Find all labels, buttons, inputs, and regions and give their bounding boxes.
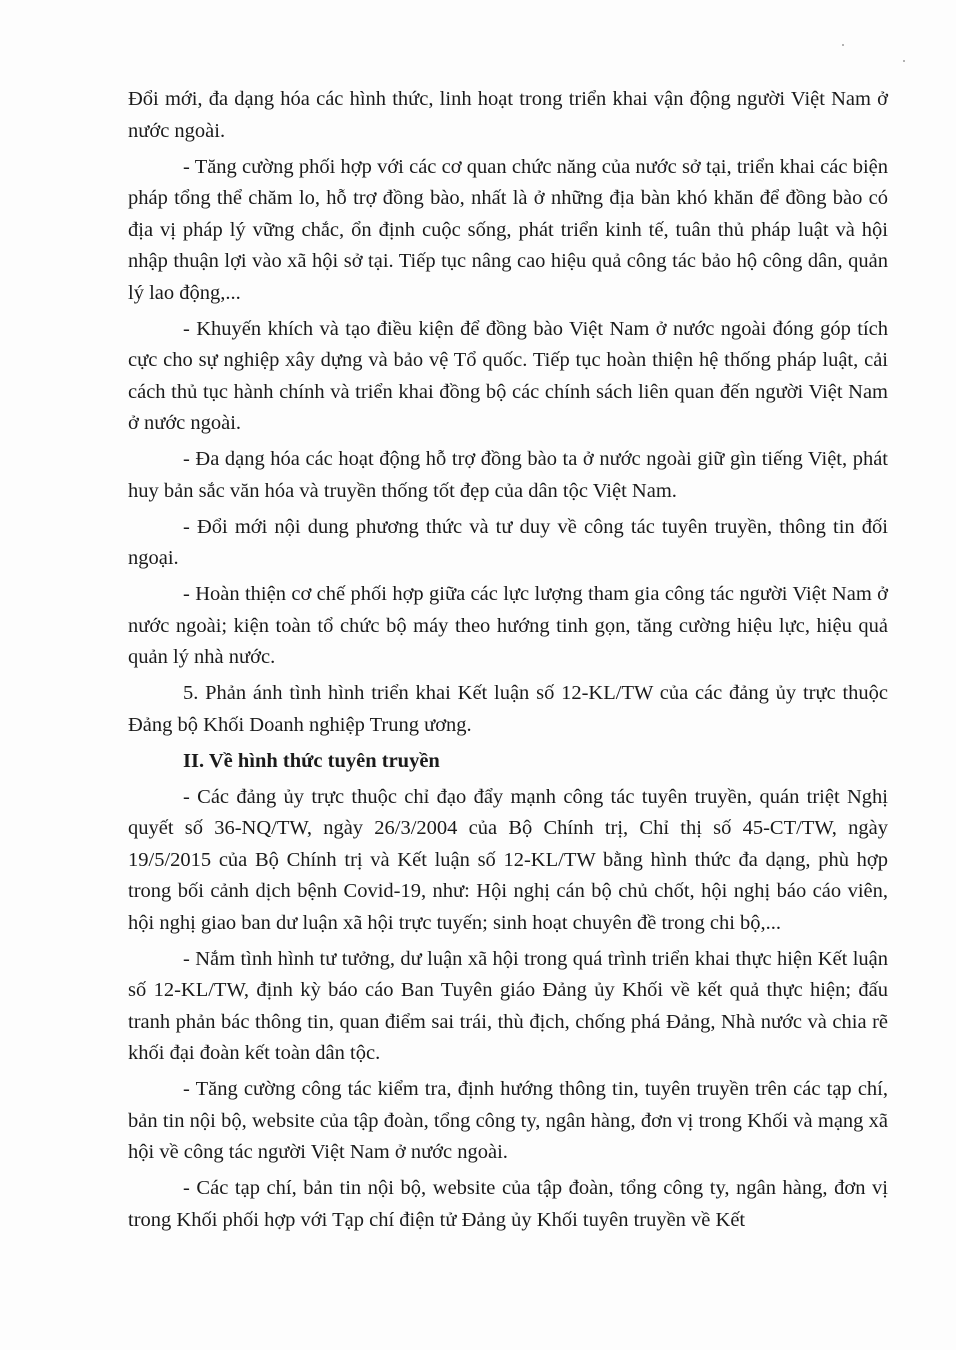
paragraph-bullet: - Đa dạng hóa các hoạt động hỗ trợ đồng bào ta ở nước ngoài giữ gìn tiếng Việt, phát huy bản sắc văn hóa và truyền thống tốt đẹp của dân tộc Việt Nam. [128,448,888,502]
paragraph-bullet: - Đổi mới nội dung phương thức và tư duy về công tác tuyên truyền, thông tin đối ngoại. [128,515,888,569]
paragraph-numbered: 5. Phản ánh tình hình triển khai Kết luận số 12-KL/TW của các đảng ủy trực thuộc Đảng bộ Khối Doanh nghiệp Trung ương. [128,682,888,736]
section-heading: II. Về hình thức tuyên truyền [183,749,440,772]
paragraph-bullet: - Nắm tình hình tư tưởng, dư luận xã hội trong quá trình triển khai thực hiện Kết luận số 12-KL/TW, định kỳ báo cáo Ban Tuyên giáo Đảng ủy Khối về kết quả thực hiện; đấu tranh phản bác thông tin, quan điểm sai trái, thù địch, chống phá Đảng, Nhà nước và chia rẽ khối đại đoàn kết toàn dân tộc. [128,947,888,1064]
paragraph-bullet: - Khuyến khích và tạo điều kiện để đồng bào Việt Nam ở nước ngoài đóng góp tích cực cho sự nghiệp xây dựng và bảo vệ Tổ quốc. Tiếp tục hoàn thiện hệ thống pháp luật, cải cách thủ tục hành chính và triển khai đồng bộ các chính sách liên quan đến người Việt Nam ở nước ngoài. [128,317,888,434]
paragraph-bullet: - Các đảng ủy trực thuộc chỉ đạo đẩy mạnh công tác tuyên truyền, quán triệt Nghị quyết số 36-NQ/TW, ngày 26/3/2004 của Bộ Chính trị, Chỉ thị số 45-CT/TW, ngày 19/5/2015 của Bộ Chính trị và Kết luận số 12-KL/TW bằng hình thức đa dạng, phù hợp trong bối cảnh dịch bệnh Covid-19, như: Hội nghị cán bộ chủ chốt, hội nghị báo cáo viên, hội nghị giao ban dư luận xã hội trực tuyến; sinh hoạt chuyên đề trong chi bộ,... [128,785,888,934]
scan-speck [842,44,844,46]
paragraph-bullet: - Tăng cường phối hợp với các cơ quan chức năng của nước sở tại, triển khai các biện pháp tổng thể chăm lo, hỗ trợ đồng bào, nhất là ở những địa bàn khó khăn để đồng bào có địa vị pháp lý vững chắc, ổn định cuộc sống, phát triển kinh tế, tuân thủ pháp luật và hội nhập thuận lợi vào xã hội sở tại. Tiếp tục nâng cao hiệu quả công tác bảo hộ công dân, quản lý lao động,... [128,155,888,304]
scan-speck [903,60,905,62]
paragraph-continuation: Đổi mới, đa dạng hóa các hình thức, linh hoạt trong triển khai vận động người Việt Nam ở nước ngoài. [128,88,888,142]
paragraph-bullet: - Các tạp chí, bản tin nội bộ, website của tập đoàn, tổng công ty, ngân hàng, đơn vị trong Khối phối hợp với Tạp chí điện tử Đảng ủy Khối tuyên truyền về Kết [128,1177,888,1231]
paragraph-bullet: - Tăng cường công tác kiểm tra, định hướng thông tin, tuyên truyền trên các tạp chí, bản tin nội bộ, website của tập đoàn, tổng công ty, ngân hàng, đơn vị trong Khối và mạng xã hội về công tác người Việt Nam ở nước ngoài. [128,1078,888,1163]
paragraph-bullet: - Hoàn thiện cơ chế phối hợp giữa các lực lượng tham gia công tác người Việt Nam ở nước ngoài; kiện toàn tổ chức bộ máy theo hướng tinh gọn, tăng cường hiệu lực, hiệu quả quản lý nhà nước. [128,583,888,668]
document-body [128,84,888,1241]
